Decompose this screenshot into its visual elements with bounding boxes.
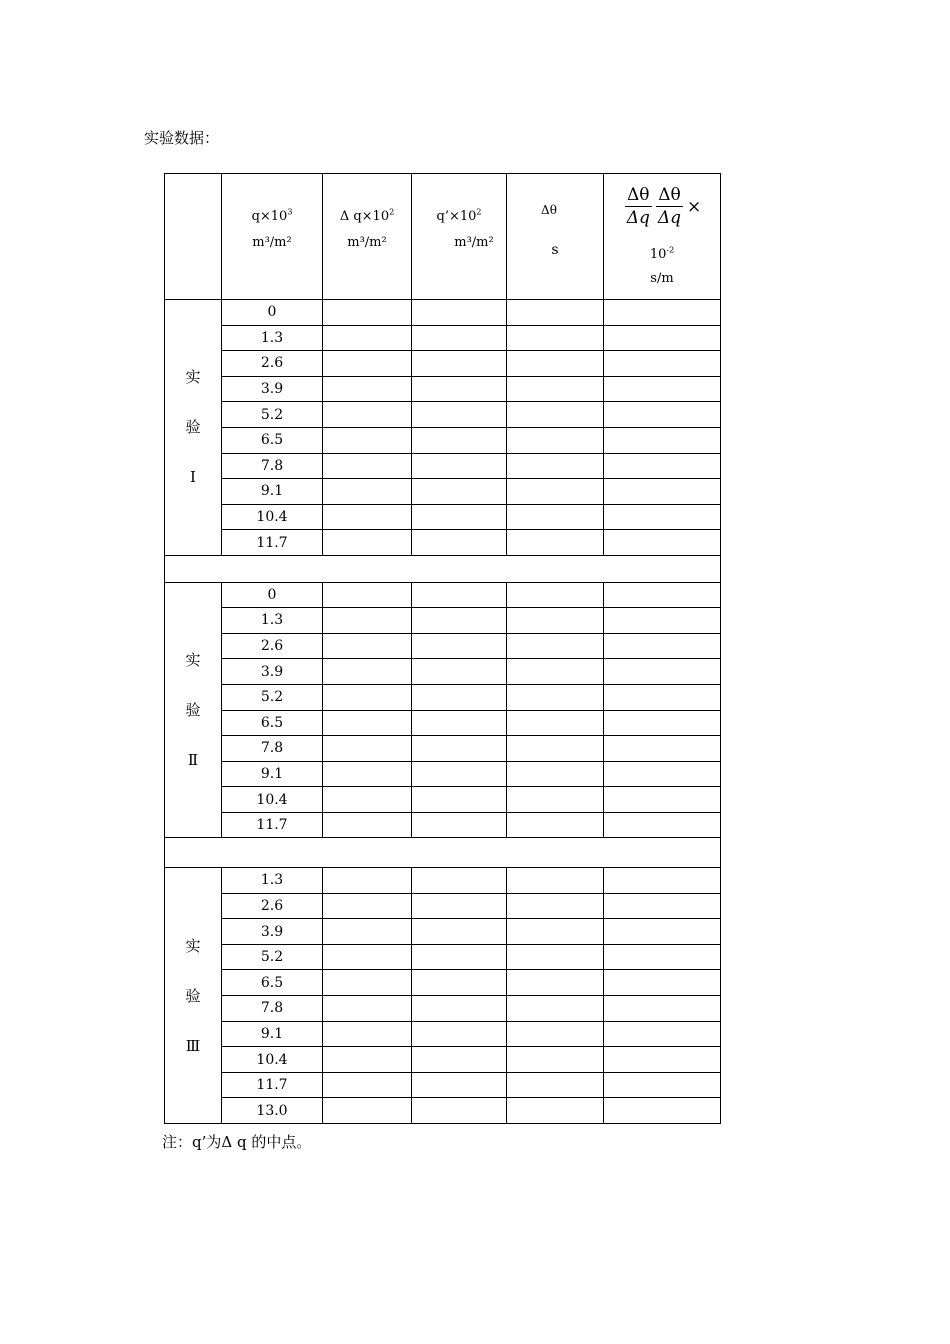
group-separator-row	[165, 838, 721, 868]
blank-data-cell[interactable]	[604, 761, 721, 787]
group-label-line: 验	[185, 701, 201, 719]
blank-data-cell[interactable]	[604, 970, 721, 996]
q-value-cell: 6.5	[222, 710, 323, 736]
blank-data-cell[interactable]	[323, 787, 412, 813]
blank-data-cell[interactable]	[323, 761, 412, 787]
q-value-cell: 11.7	[222, 1072, 323, 1098]
blank-data-cell[interactable]	[323, 427, 412, 453]
blank-data-cell[interactable]	[412, 582, 507, 608]
blank-data-cell[interactable]	[412, 530, 507, 556]
table-row	[165, 530, 721, 556]
blank-data-cell[interactable]	[323, 812, 412, 838]
table-row	[165, 1072, 721, 1098]
group-label-line: Ⅲ	[185, 1036, 201, 1055]
blank-data-cell[interactable]	[507, 684, 604, 710]
blank-data-cell[interactable]	[507, 659, 604, 685]
q-value-cell: 7.8	[222, 453, 323, 479]
q-value-cell: 7.8	[222, 736, 323, 762]
blank-data-cell[interactable]	[323, 633, 412, 659]
blank-data-cell[interactable]	[507, 427, 604, 453]
blank-data-cell[interactable]	[507, 530, 604, 556]
blank-data-cell[interactable]	[412, 893, 507, 919]
header-delta-theta-unit: s	[551, 242, 559, 258]
blank-data-cell[interactable]	[604, 1098, 721, 1124]
q-value-cell: 5.2	[222, 944, 323, 970]
blank-data-cell[interactable]	[604, 504, 721, 530]
blank-data-cell[interactable]	[412, 351, 507, 377]
header-q-prime-exp: 2	[476, 207, 482, 217]
blank-data-cell[interactable]	[412, 427, 507, 453]
q-value-cell: 1.3	[222, 608, 323, 634]
blank-data-cell[interactable]	[604, 684, 721, 710]
blank-data-cell[interactable]	[507, 504, 604, 530]
q-value-cell: 1.3	[222, 325, 323, 351]
blank-data-cell[interactable]	[323, 376, 412, 402]
blank-data-cell[interactable]	[604, 300, 721, 326]
header-q	[222, 174, 323, 300]
blank-data-cell[interactable]	[507, 919, 604, 945]
blank-data-cell[interactable]	[507, 868, 604, 894]
blank-data-cell[interactable]	[412, 402, 507, 428]
blank-data-cell[interactable]	[604, 376, 721, 402]
ratio-fraction-1	[625, 184, 652, 229]
experiment-data-table	[164, 173, 721, 1124]
header-delta-theta	[507, 174, 604, 300]
blank-data-cell[interactable]	[604, 787, 721, 813]
q-value-cell: 11.7	[222, 530, 323, 556]
ratio-numerator-1: Δθ	[625, 184, 652, 207]
table-row	[165, 1021, 721, 1047]
blank-data-cell[interactable]	[507, 1021, 604, 1047]
blank-data-cell[interactable]	[604, 659, 721, 685]
q-value-cell: 5.2	[222, 684, 323, 710]
blank-data-cell[interactable]	[323, 1072, 412, 1098]
blank-data-cell[interactable]	[604, 1072, 721, 1098]
header-q-label: q×10	[251, 209, 288, 224]
table-row	[165, 325, 721, 351]
blank-data-cell[interactable]	[507, 710, 604, 736]
ratio-denominator-1: Δq	[626, 208, 650, 228]
table-row	[165, 659, 721, 685]
blank-data-cell[interactable]	[412, 608, 507, 634]
blank-data-cell[interactable]	[604, 402, 721, 428]
group-label-line: 实	[185, 651, 201, 669]
blank-data-cell[interactable]	[507, 787, 604, 813]
q-value-cell: 10.4	[222, 504, 323, 530]
header-q-prime-label: q’×10	[436, 209, 477, 224]
header-empty-cell	[165, 174, 222, 300]
table-row	[165, 300, 721, 326]
blank-data-cell[interactable]	[412, 1072, 507, 1098]
group-label-line: 验	[185, 418, 201, 437]
q-value-cell: 2.6	[222, 351, 323, 377]
blank-data-cell[interactable]	[412, 944, 507, 970]
table-row	[165, 633, 721, 659]
blank-data-cell[interactable]	[412, 1021, 507, 1047]
table-row	[165, 684, 721, 710]
q-value-cell: 2.6	[222, 893, 323, 919]
q-value-cell: 3.9	[222, 376, 323, 402]
blank-data-cell[interactable]	[507, 376, 604, 402]
blank-data-cell[interactable]	[507, 1098, 604, 1124]
blank-data-cell[interactable]	[323, 710, 412, 736]
blank-data-cell[interactable]	[507, 970, 604, 996]
q-value-cell: 5.2	[222, 402, 323, 428]
header-delta-q-exp: 2	[389, 207, 395, 217]
blank-data-cell[interactable]	[604, 633, 721, 659]
blank-data-cell[interactable]	[323, 868, 412, 894]
blank-data-cell[interactable]	[604, 919, 721, 945]
ratio-fraction-2	[656, 184, 683, 229]
table-row	[165, 402, 721, 428]
group-label-line: 验	[185, 986, 201, 1005]
blank-data-cell[interactable]	[412, 1098, 507, 1124]
table-row	[165, 919, 721, 945]
q-value-cell: 10.4	[222, 1047, 323, 1073]
blank-data-cell[interactable]	[507, 582, 604, 608]
q-value-cell: 6.5	[222, 970, 323, 996]
blank-data-cell[interactable]	[604, 868, 721, 894]
table-row	[165, 479, 721, 505]
group-label-line: 实	[185, 368, 201, 387]
blank-data-cell[interactable]	[507, 402, 604, 428]
blank-data-cell[interactable]	[604, 479, 721, 505]
table-row	[165, 761, 721, 787]
table-body	[165, 174, 721, 1124]
header-q-unit: m³/m²	[252, 235, 292, 250]
blank-data-cell[interactable]	[323, 582, 412, 608]
ratio-times-sign: ×	[687, 196, 702, 217]
q-value-cell: 9.1	[222, 761, 323, 787]
blank-data-cell[interactable]	[507, 351, 604, 377]
blank-data-cell[interactable]	[507, 325, 604, 351]
group-label-cell	[165, 868, 222, 1124]
blank-data-cell[interactable]	[412, 812, 507, 838]
ratio-numerator-2: Δθ	[656, 184, 683, 207]
header-q-prime	[412, 174, 507, 300]
blank-data-cell[interactable]	[412, 787, 507, 813]
blank-data-cell[interactable]	[604, 582, 721, 608]
separator-cell	[165, 555, 721, 582]
group-separator-row	[165, 555, 721, 582]
blank-data-cell[interactable]	[323, 402, 412, 428]
blank-data-cell[interactable]	[412, 325, 507, 351]
blank-data-cell[interactable]	[507, 608, 604, 634]
table-row	[165, 1047, 721, 1073]
header-ratio	[604, 174, 721, 300]
q-value-cell: 3.9	[222, 659, 323, 685]
blank-data-cell[interactable]	[604, 530, 721, 556]
blank-data-cell[interactable]	[412, 376, 507, 402]
section-heading: 实验数据：	[144, 129, 220, 147]
blank-data-cell[interactable]	[323, 893, 412, 919]
table-row	[165, 376, 721, 402]
blank-data-cell[interactable]	[412, 919, 507, 945]
blank-data-cell[interactable]	[412, 453, 507, 479]
blank-data-cell[interactable]	[507, 736, 604, 762]
header-row	[165, 174, 721, 300]
header-delta-q	[323, 174, 412, 300]
table-row	[165, 1098, 721, 1124]
ratio-denominator-2: Δq	[657, 208, 682, 228]
blank-data-cell[interactable]	[604, 812, 721, 838]
blank-data-cell[interactable]	[323, 970, 412, 996]
table-row	[165, 351, 721, 377]
blank-data-cell[interactable]	[604, 608, 721, 634]
blank-data-cell[interactable]	[412, 659, 507, 685]
header-delta-theta-label: Δθ	[541, 203, 557, 217]
blank-data-cell[interactable]	[412, 1047, 507, 1073]
q-value-cell: 2.6	[222, 633, 323, 659]
blank-data-cell[interactable]	[604, 325, 721, 351]
blank-data-cell[interactable]	[507, 300, 604, 326]
group-label-cell	[165, 582, 222, 838]
blank-data-cell[interactable]	[604, 736, 721, 762]
table-row	[165, 710, 721, 736]
q-value-cell: 0	[222, 300, 323, 326]
blank-data-cell[interactable]	[323, 684, 412, 710]
blank-data-cell[interactable]	[507, 1047, 604, 1073]
blank-data-cell[interactable]	[604, 944, 721, 970]
blank-data-cell[interactable]	[507, 1072, 604, 1098]
blank-data-cell[interactable]	[412, 504, 507, 530]
blank-data-cell[interactable]	[323, 1021, 412, 1047]
blank-data-cell[interactable]	[507, 761, 604, 787]
table-row	[165, 504, 721, 530]
header-delta-q-label: Δ q×10	[339, 209, 390, 224]
table-row	[165, 996, 721, 1022]
blank-data-cell[interactable]	[323, 608, 412, 634]
q-value-cell: 10.4	[222, 787, 323, 813]
blank-data-cell[interactable]	[323, 659, 412, 685]
q-value-cell: 9.1	[222, 479, 323, 505]
blank-data-cell[interactable]	[604, 710, 721, 736]
blank-data-cell[interactable]	[323, 504, 412, 530]
table-row	[165, 944, 721, 970]
blank-data-cell[interactable]	[323, 1047, 412, 1073]
blank-data-cell[interactable]	[604, 453, 721, 479]
blank-data-cell[interactable]	[507, 479, 604, 505]
blank-data-cell[interactable]	[412, 761, 507, 787]
blank-data-cell[interactable]	[507, 453, 604, 479]
table-row	[165, 453, 721, 479]
blank-data-cell[interactable]	[604, 1047, 721, 1073]
table-row	[165, 787, 721, 813]
ratio-scale: 10	[649, 247, 667, 262]
table-row	[165, 970, 721, 996]
blank-data-cell[interactable]	[507, 633, 604, 659]
blank-data-cell[interactable]	[323, 1098, 412, 1124]
blank-data-cell[interactable]	[412, 736, 507, 762]
blank-data-cell[interactable]	[323, 944, 412, 970]
blank-data-cell[interactable]	[412, 868, 507, 894]
table-row	[165, 608, 721, 634]
header-delta-q-unit: m³/m²	[347, 235, 387, 250]
table-row	[165, 812, 721, 838]
blank-data-cell[interactable]	[323, 325, 412, 351]
blank-data-cell[interactable]	[604, 996, 721, 1022]
blank-data-cell[interactable]	[507, 812, 604, 838]
blank-data-cell[interactable]	[507, 996, 604, 1022]
separator-cell	[165, 838, 721, 868]
blank-data-cell[interactable]	[604, 1021, 721, 1047]
q-value-cell: 1.3	[222, 868, 323, 894]
blank-data-cell[interactable]	[323, 736, 412, 762]
blank-data-cell[interactable]	[323, 300, 412, 326]
table-row	[165, 582, 721, 608]
q-value-cell: 6.5	[222, 427, 323, 453]
group-label-line: 实	[185, 936, 201, 955]
blank-data-cell[interactable]	[323, 453, 412, 479]
blank-data-cell[interactable]	[323, 351, 412, 377]
blank-data-cell[interactable]	[412, 710, 507, 736]
blank-data-cell[interactable]	[507, 893, 604, 919]
blank-data-cell[interactable]	[604, 427, 721, 453]
blank-data-cell[interactable]	[412, 684, 507, 710]
q-value-cell: 9.1	[222, 1021, 323, 1047]
blank-data-cell[interactable]	[323, 919, 412, 945]
blank-data-cell[interactable]	[412, 479, 507, 505]
ratio-scale-exp: -2	[666, 245, 675, 255]
table-row	[165, 736, 721, 762]
group-label-line: Ⅱ	[187, 751, 199, 769]
header-q-prime-unit: m³/m²	[454, 235, 494, 250]
group-label-line: Ⅰ	[190, 468, 196, 487]
q-value-cell: 7.8	[222, 996, 323, 1022]
q-value-cell: 3.9	[222, 919, 323, 945]
blank-data-cell[interactable]	[323, 479, 412, 505]
blank-data-cell[interactable]	[412, 300, 507, 326]
blank-data-cell[interactable]	[323, 530, 412, 556]
blank-data-cell[interactable]	[412, 970, 507, 996]
blank-data-cell[interactable]	[323, 996, 412, 1022]
header-q-exp: 3	[287, 207, 293, 217]
footnote: 注：q’为Δ q 的中点。	[162, 1133, 312, 1151]
table-row	[165, 868, 721, 894]
table-row	[165, 893, 721, 919]
blank-data-cell[interactable]	[604, 893, 721, 919]
blank-data-cell[interactable]	[604, 351, 721, 377]
blank-data-cell[interactable]	[412, 996, 507, 1022]
blank-data-cell[interactable]	[412, 633, 507, 659]
blank-data-cell[interactable]	[507, 944, 604, 970]
q-value-cell: 11.7	[222, 812, 323, 838]
table-row	[165, 427, 721, 453]
q-value-cell: 13.0	[222, 1098, 323, 1124]
q-value-cell: 0	[222, 582, 323, 608]
group-label-cell	[165, 300, 222, 556]
ratio-unit: s/m	[650, 271, 674, 286]
